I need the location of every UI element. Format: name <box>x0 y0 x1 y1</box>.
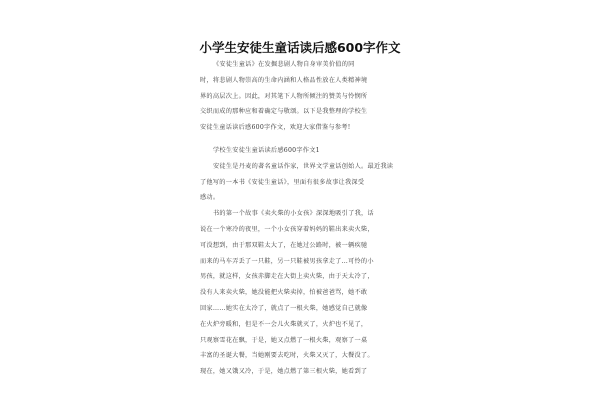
intro-paragraph <box>200 57 406 136</box>
text-line: 交织而成的那种应和着确定与敬颂。以下是我整理的学校生 <box>200 108 368 116</box>
text-line: 书的第一个故事《卖火柴的小女孩》深深地吸引了我，话 <box>213 210 374 218</box>
section-heading: 学校生安徒生童话读后感600字作文1 <box>213 147 320 154</box>
text-line: 男孩，就这样，女孩赤脚走在大街上卖火柴，由于天太冷了， <box>200 273 374 281</box>
text-line: 《安徒生童话》在发掘悲剧人物自身审美价值的同 <box>213 61 355 68</box>
text-line: 而来的马车弄丢了一只鞋，另一只鞋被男孩拿走了…可怜的小 <box>200 257 374 265</box>
text-line: 丰富的圣诞大餐，当她刚要去吃时，火柴又灭了，大餐没了。 <box>200 352 374 360</box>
text-line: 感动。 <box>200 194 220 202</box>
text-line: 安徒生是丹麦的著名童话作家，世界文学童话创始人。最近我读 <box>213 162 394 170</box>
text-line: 可没想到，由于那双鞋太大了，在她过公路时，被一辆疾驰 <box>200 241 368 249</box>
text-line: 时，将悲剧人物崇高的生命内涵和人格品性放在人类精神境 <box>200 76 368 84</box>
essay-body <box>200 143 406 380</box>
text-line: 回家……她实在太冷了，就点了一根火柴，她感觉自己就像 <box>200 304 368 312</box>
text-line: 在火炉旁暖和，但是不一会儿火柴就灭了，火炉也不见了， <box>200 320 368 328</box>
text-line: 界的高层次上。因此，对其笔下人物所倾注的赞美与怜悯所 <box>200 92 368 100</box>
text-line: 没有人来卖火柴，她没能把火柴卖掉，怕被爸爸骂，她不敢 <box>200 289 368 297</box>
text-line: 安徒生童话读后感600字作文，欢迎大家借鉴与参考! <box>200 124 351 132</box>
document-title: 小学生安徒生童话读后感600字作文 <box>199 40 401 55</box>
text-line: 了他写的一本书《安徒生童话》，里面有很多故事让我深受 <box>200 178 365 186</box>
text-line: 现在，她又饿又冷，于是，她点燃了第三根火柴，她看到了 <box>200 368 368 376</box>
text-line: 只观察雪花在飘，于是，她又点燃了一根火柴，观察了一桌 <box>200 336 368 344</box>
text-line: 说在一个寒冷的夜里，一个小女孩穿着妈妈的鞋出来卖火柴， <box>200 225 374 233</box>
